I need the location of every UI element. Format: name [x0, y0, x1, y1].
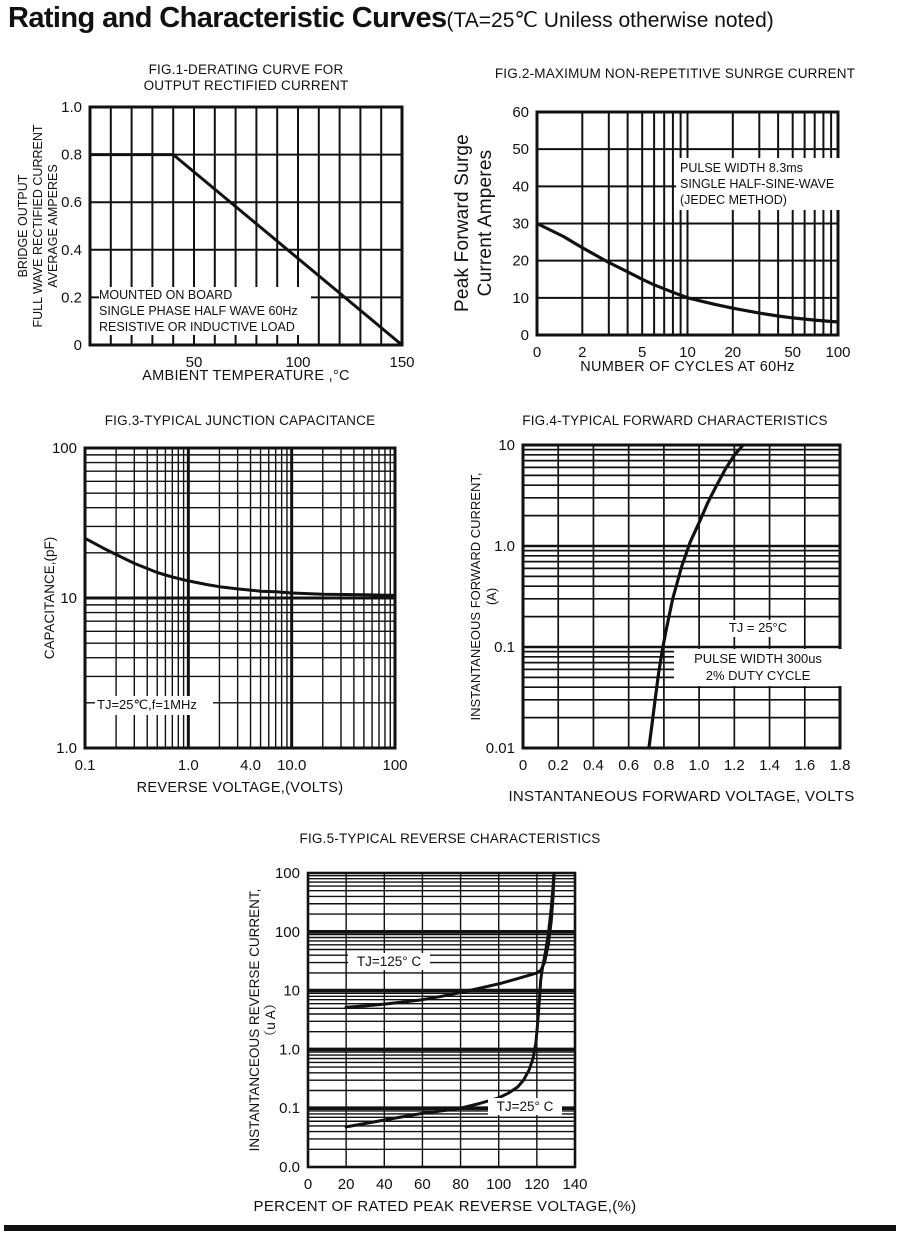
fig5-y-axis-label: INSTANTANCEOUS REVERSE CURRENT, （u A）: [247, 888, 279, 1152]
svg-text:1.4: 1.4: [759, 757, 781, 774]
svg-text:20: 20: [724, 344, 742, 361]
svg-text:10: 10: [283, 982, 300, 1000]
page-title: [8, 2, 774, 35]
fig4-title: FIG.4-TYPICAL FORWARD CHARACTERISTICS: [522, 413, 828, 428]
bottom-divider: [4, 1225, 896, 1231]
svg-text:0.4: 0.4: [582, 757, 604, 774]
svg-text:40: 40: [512, 178, 529, 196]
fig1-title-line2: OUTPUT RECTIFIED CURRENT: [143, 78, 349, 94]
svg-text:30: 30: [512, 215, 529, 233]
fig4-annotation-pulse: PULSE WIDTH 300us 2% DUTY CYCLE: [674, 649, 842, 686]
svg-text:100: 100: [51, 440, 77, 457]
svg-text:0: 0: [73, 337, 82, 354]
fig4-plot: [465, 435, 874, 784]
fig4-x-axis-label: INSTANTANEOUS FORWARD VOLTAGE, VOLTS: [508, 788, 855, 805]
svg-text:10: 10: [60, 590, 77, 607]
fig3-y-axis-label: CAPACITANCE,(pF): [42, 536, 57, 660]
fig3-plot: [27, 438, 429, 784]
fig2-title: FIG.2-MAXIMUM NON-REPETITIVE SUNRGE CURRENT: [494, 66, 856, 81]
svg-text:0: 0: [518, 757, 528, 774]
svg-text:0.6: 0.6: [61, 194, 82, 212]
page-title-note: (TA=25℃ Uniless otherwise noted): [446, 9, 774, 32]
svg-text:1.8: 1.8: [829, 757, 851, 774]
fig2-y-axis-label: Peak Forward Surge Current Amperes: [452, 134, 496, 312]
svg-text:60: 60: [512, 104, 529, 121]
svg-text:1.0: 1.0: [688, 757, 710, 774]
svg-text:1.2: 1.2: [723, 757, 745, 774]
svg-text:10: 10: [679, 344, 696, 361]
svg-text:1.6: 1.6: [794, 757, 816, 774]
svg-text:140: 140: [562, 1176, 588, 1193]
svg-text:20: 20: [512, 252, 529, 270]
svg-text:80: 80: [452, 1176, 469, 1193]
fig1-title: [90, 62, 402, 94]
svg-text:5: 5: [638, 344, 647, 361]
svg-text:10: 10: [512, 289, 529, 307]
fig3-title: FIG.3-TYPICAL JUNCTION CAPACITANCE: [104, 413, 376, 428]
fig5-annotation-tj125: TJ=125° C: [348, 953, 430, 970]
fig3-x-axis-label: REVERSE VOLTAGE,(VOLTS): [136, 780, 344, 796]
svg-text:0.2: 0.2: [61, 289, 82, 307]
svg-text:0.1: 0.1: [494, 639, 515, 656]
svg-text:0: 0: [532, 344, 542, 361]
svg-text:0.8: 0.8: [61, 146, 82, 164]
svg-text:1.0: 1.0: [279, 1041, 300, 1059]
page-title-main: Rating and Characteristic Curves: [8, 2, 447, 34]
fig1-y-axis-label: BRIDGE OUTPUT FULL WAVE RECTIFIED CURRENT AVERAGE AMPERES: [16, 124, 60, 328]
fig1-annotation: MOUNTED ON BOARD SINGLE PHASE HALF WAVE 60Hz RESISTIVE OR INDUCTIVE LOAD: [99, 287, 311, 335]
svg-text:0.0: 0.0: [279, 1159, 300, 1176]
svg-text:2: 2: [578, 344, 587, 361]
fig2-plot: [479, 102, 872, 371]
svg-text:0.1: 0.1: [74, 757, 96, 774]
svg-text:0.4: 0.4: [61, 241, 82, 259]
svg-text:100: 100: [274, 923, 300, 941]
svg-text:0.6: 0.6: [618, 757, 640, 774]
fig5-title: FIG.5-TYPICAL REVERSE CHARACTERISTICS: [299, 831, 601, 846]
svg-text:50: 50: [512, 141, 529, 159]
svg-text:100: 100: [285, 354, 311, 371]
svg-text:120: 120: [524, 1176, 550, 1193]
svg-text:150: 150: [389, 354, 415, 371]
fig5-x-axis-label: PERCENT OF RATED PEAK REVERSE VOLTAGE,(%): [253, 1198, 637, 1215]
svg-text:50: 50: [784, 344, 802, 361]
fig1-title-line1: FIG.1-DERATING CURVE FOR: [148, 62, 344, 77]
svg-text:0: 0: [303, 1176, 313, 1193]
svg-text:1.0: 1.0: [177, 757, 199, 774]
svg-text:10: 10: [498, 437, 515, 454]
svg-text:40: 40: [375, 1176, 393, 1193]
svg-text:100: 100: [486, 1176, 512, 1193]
svg-text:0: 0: [520, 327, 529, 344]
svg-text:1.0: 1.0: [61, 99, 82, 116]
svg-text:10.0: 10.0: [277, 757, 307, 774]
fig5-annotation-tj25: TJ=25° C: [488, 1098, 562, 1115]
svg-text:100: 100: [274, 865, 300, 882]
fig1-plot: [32, 97, 436, 381]
fig4-y-axis-label: INSTANTANEOUS FORWARD CURRENT, (A): [468, 472, 499, 721]
fig2-annotation: PULSE WIDTH 8.3ms SINGLE HALF-SINE-WAVE (JEDEC METHOD): [676, 158, 840, 210]
fig1-x-axis-label: AMBIENT TEMPERATURE ,°C: [142, 368, 350, 384]
svg-text:4.0: 4.0: [240, 757, 261, 774]
svg-text:1.0: 1.0: [56, 740, 77, 757]
svg-text:1.0: 1.0: [494, 538, 515, 555]
fig2-x-axis-label: NUMBER OF CYCLES AT 60Hz: [580, 359, 795, 375]
svg-text:0.2: 0.2: [547, 757, 569, 774]
svg-text:0.1: 0.1: [279, 1100, 300, 1118]
fig5-plot: [250, 863, 609, 1203]
svg-text:0.8: 0.8: [653, 757, 675, 774]
svg-text:20: 20: [337, 1176, 355, 1193]
svg-text:100: 100: [382, 757, 408, 774]
svg-text:60: 60: [414, 1176, 431, 1193]
fig3-annotation: TJ=25℃,f=1MHz: [95, 696, 213, 715]
svg-text:100: 100: [825, 344, 851, 361]
svg-text:50: 50: [185, 354, 203, 371]
fig4-annotation-tj: TJ = 25°C: [716, 620, 800, 637]
svg-text:0.01: 0.01: [485, 740, 515, 757]
